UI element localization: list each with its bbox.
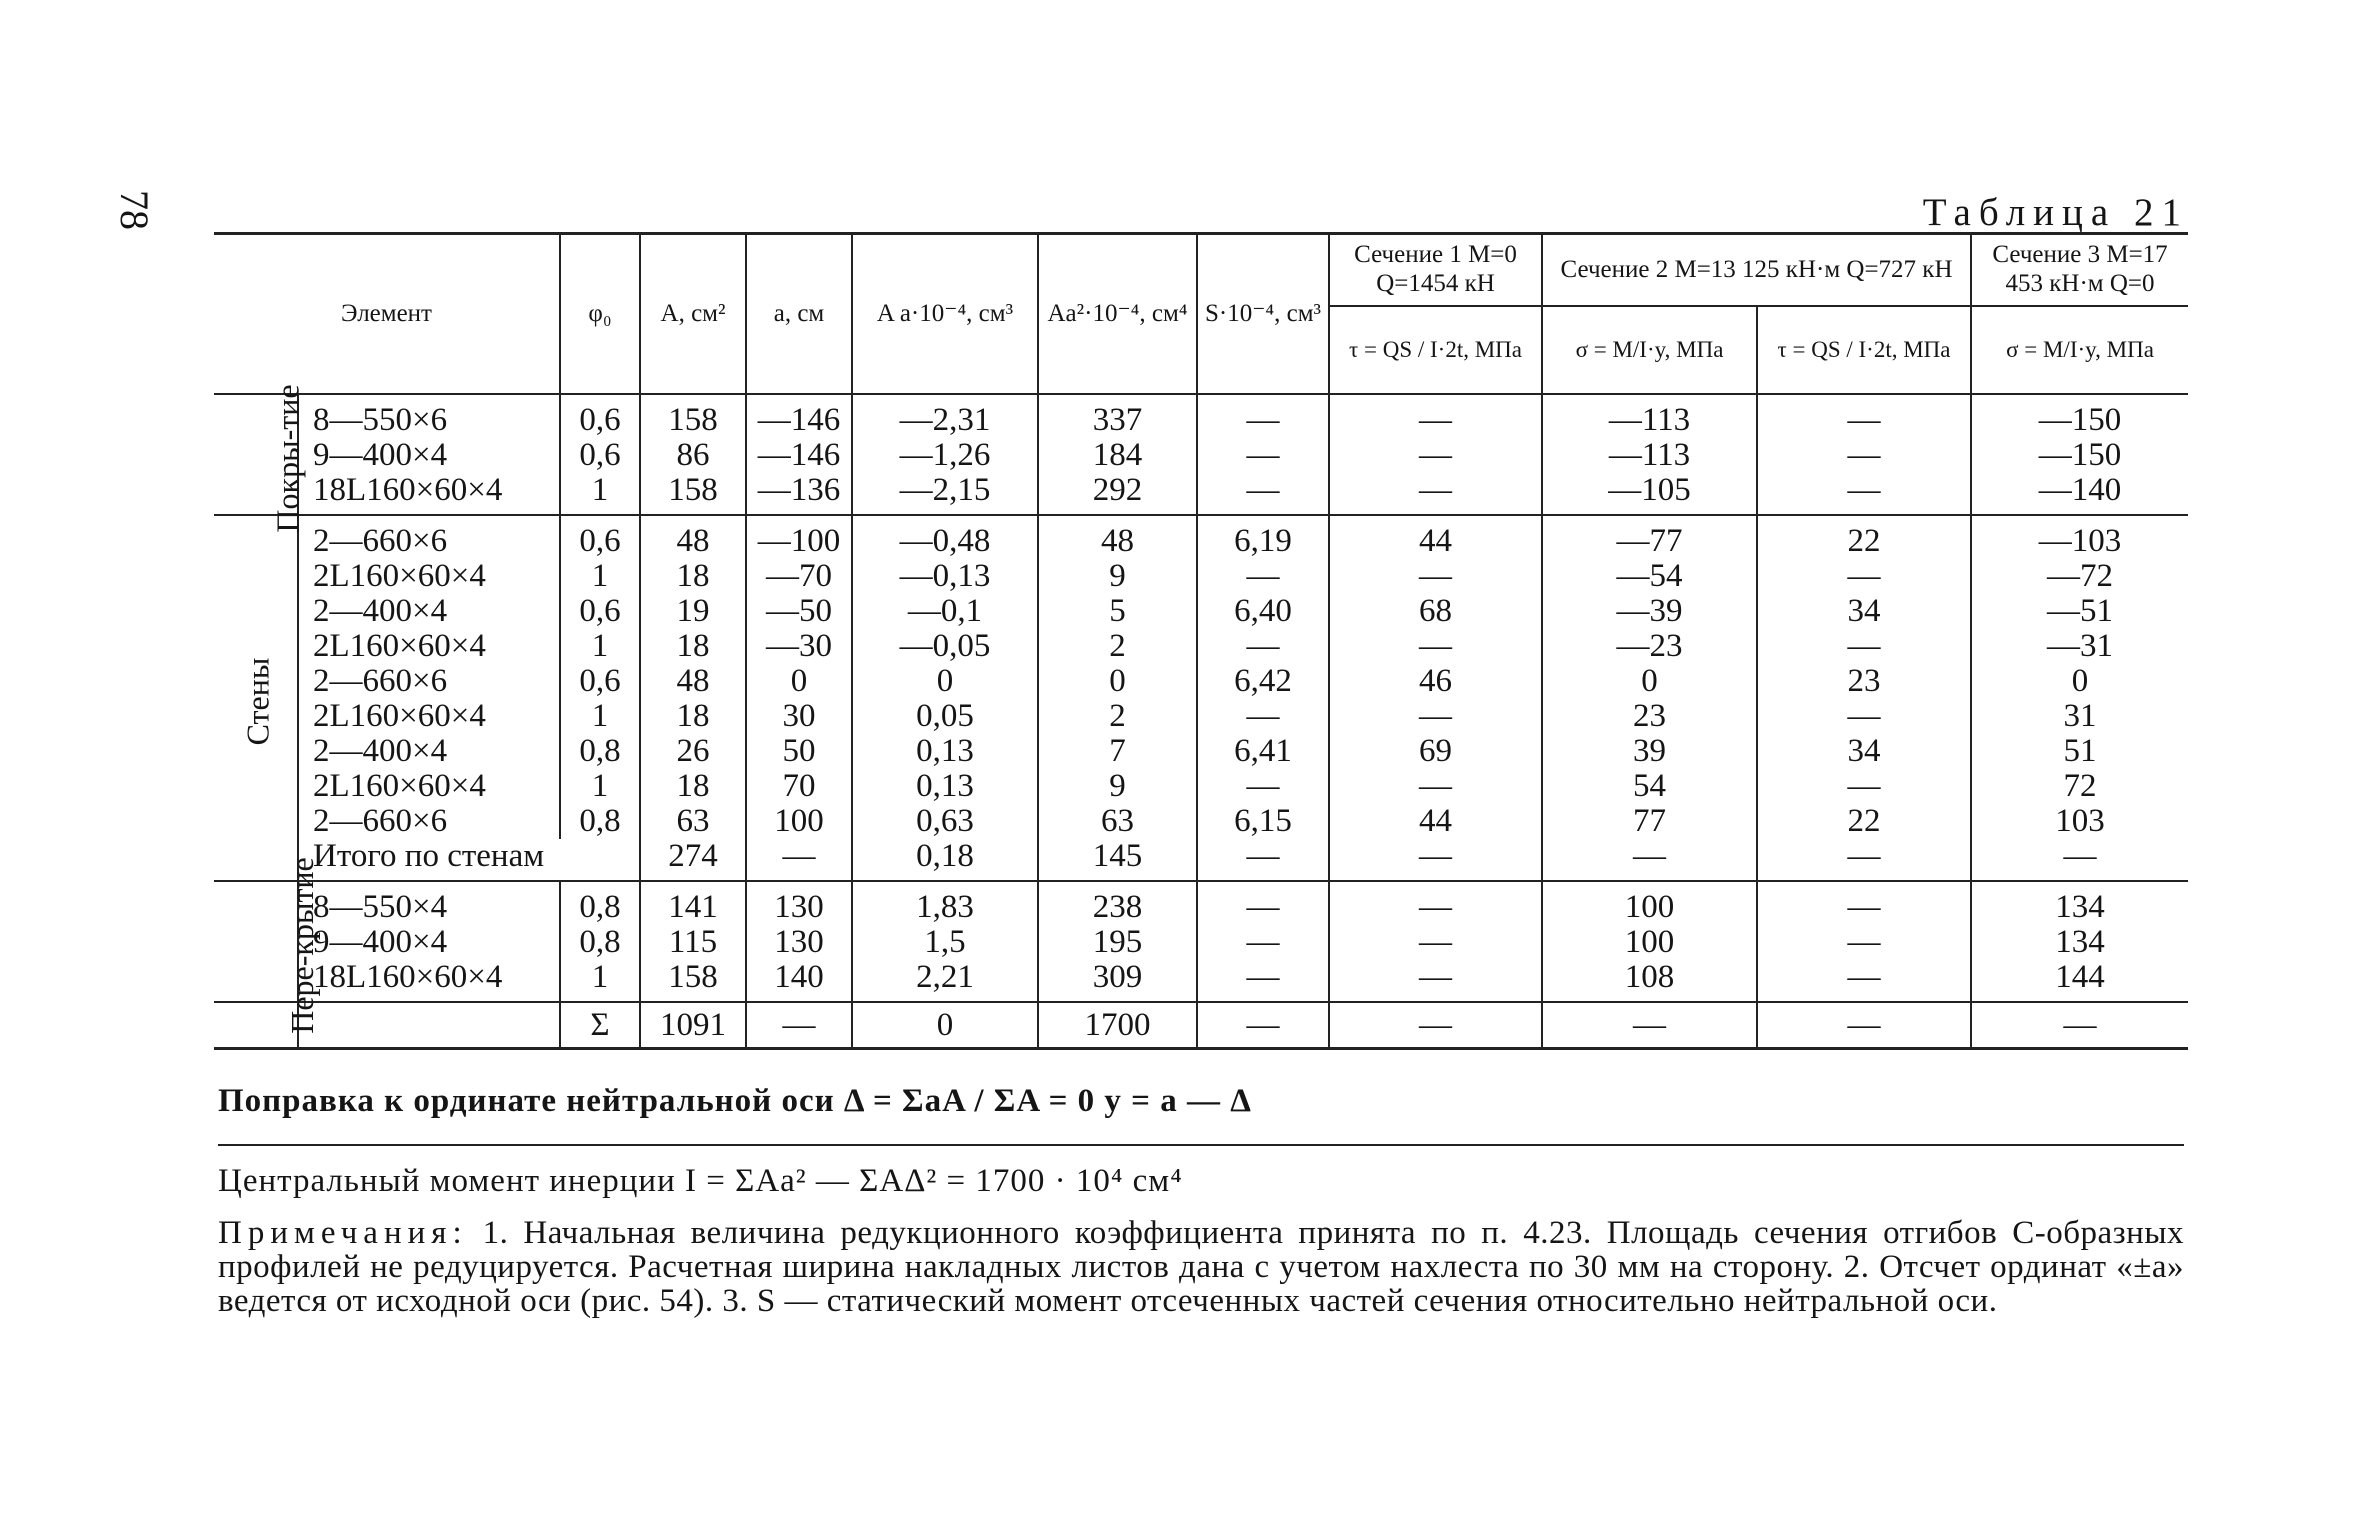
aa-value: 1,5 [852, 925, 1038, 960]
sigma-2-value: 77 [1542, 804, 1757, 839]
table-row [214, 699, 2188, 734]
element-name: 2—400×4 [313, 593, 448, 629]
sigma-2-value: 39 [1542, 734, 1757, 769]
sigma-2-value: — [1542, 839, 1757, 881]
sigma-3-value: —51 [1971, 594, 2188, 629]
notes-section [218, 1058, 2184, 1318]
group-label-text: Стены [239, 657, 276, 746]
area-value: 158 [640, 394, 746, 438]
element-name: 2—660×6 [313, 663, 448, 699]
aa2-value: 2 [1038, 629, 1197, 664]
a-value: 70 [746, 769, 852, 804]
sigma-3-value: 134 [1971, 881, 2188, 925]
area-value: 18 [640, 699, 746, 734]
sigma-3-value: 103 [1971, 804, 2188, 839]
sigma-3-value: —140 [1971, 473, 2188, 515]
sum-empty-cell [298, 1002, 560, 1049]
phi-value: 0,8 [560, 925, 640, 960]
phi-value: 0,8 [560, 734, 640, 769]
remarks-label: Примечания: [218, 1215, 468, 1251]
sigma-3-value: 72 [1971, 769, 2188, 804]
table-row [214, 664, 2188, 699]
table-row [214, 769, 2188, 804]
sum-sigma-3: — [1971, 1002, 2188, 1049]
sum-symbol: Σ [560, 1002, 640, 1049]
sigma-2-value: 54 [1542, 769, 1757, 804]
group-label-text: Пере-крытие [283, 856, 320, 1034]
remarks-text: 1. Начальная величина редукционного коэффициента принята по п. 4.23. Площадь сечения отгибов С-образных профилей не редуцируется. Расчетная ширина накладных листов дана с учетом нахлеста по 30 мм на сторону. 2. Отсчет ординат «±a» ведется от исходной оси (рис. 54). 3. S — статический момент отсеченных частей сечения относительно нейтральной оси. [218, 1215, 2184, 1319]
s-value: 6,15 [1197, 804, 1329, 839]
tau-1-value: — [1329, 881, 1542, 925]
sum-row [214, 1002, 2188, 1049]
header-element: Элемент [214, 234, 560, 395]
tau-1-value: — [1329, 839, 1542, 881]
header-area: A, см² [640, 234, 746, 395]
sum-s: — [1197, 1002, 1329, 1049]
aa-value: 1,83 [852, 881, 1038, 925]
table-title: Таблица 21 [1922, 191, 2189, 234]
phi-value: 1 [560, 769, 640, 804]
sigma-3-value: 51 [1971, 734, 2188, 769]
sigma-2-value: 23 [1542, 699, 1757, 734]
aa-value: 0,63 [852, 804, 1038, 839]
moment-of-inertia: Центральный момент инерции I = ΣAa² — ΣAΔ² = 1700 · 10⁴ см⁴ [218, 1163, 1183, 1199]
element-name: 2L160×60×4 [313, 558, 486, 594]
area-value: 18 [640, 769, 746, 804]
phi-value: 1 [560, 473, 640, 515]
element-name: 2—400×4 [313, 733, 448, 769]
sum-sigma-2: — [1542, 1002, 1757, 1049]
tau-1-value: — [1329, 699, 1542, 734]
sigma-3-value: 0 [1971, 664, 2188, 699]
tau-1-value: — [1329, 394, 1542, 438]
aa2-value: 238 [1038, 881, 1197, 925]
tau-2-value: 34 [1757, 734, 1971, 769]
area-value: 158 [640, 473, 746, 515]
sigma-2-value: 108 [1542, 960, 1757, 1002]
table-row [214, 438, 2188, 473]
page-number: 78 [112, 190, 157, 230]
data-table [214, 232, 2188, 1050]
neutral-axis-correction: Поправка к ординате нейтральной оси Δ = ΣaA / ΣA = 0 y = a — Δ [218, 1058, 2184, 1146]
a-value: 0 [746, 664, 852, 699]
aa-value: 0,13 [852, 734, 1038, 769]
data-table-container [214, 232, 2188, 1050]
sigma-2-value: —105 [1542, 473, 1757, 515]
element-name: 18L160×60×4 [298, 473, 560, 515]
tau-1-value: — [1329, 925, 1542, 960]
remarks [218, 1198, 2184, 1318]
aa2-value: 9 [1038, 769, 1197, 804]
a-value: —70 [746, 559, 852, 594]
aa2-value: 309 [1038, 960, 1197, 1002]
a-value: —100 [746, 515, 852, 559]
aa2-value: 292 [1038, 473, 1197, 515]
table-row [214, 734, 2188, 769]
aa-value: —0,13 [852, 559, 1038, 594]
tau-1-value: 69 [1329, 734, 1542, 769]
tau-1-value: — [1329, 769, 1542, 804]
tau-2-value: — [1757, 473, 1971, 515]
sigma-3-value: — [1971, 839, 2188, 881]
header-a: a, см [746, 234, 852, 395]
element-name: 8—550×6 [313, 402, 448, 438]
tau-2-value: 22 [1757, 515, 1971, 559]
sigma-2-value: —113 [1542, 394, 1757, 438]
table-row [214, 594, 2188, 629]
sigma-2-value: —54 [1542, 559, 1757, 594]
sum-area: 1091 [640, 1002, 746, 1049]
aa2-value: 145 [1038, 839, 1197, 881]
phi-value: 1 [560, 559, 640, 594]
s-value: 6,40 [1197, 594, 1329, 629]
sigma-2-value: —23 [1542, 629, 1757, 664]
a-value: 50 [746, 734, 852, 769]
phi-value: 0,6 [560, 664, 640, 699]
phi-value: 0,6 [560, 394, 640, 438]
tau-2-value: — [1757, 769, 1971, 804]
aa2-value: 2 [1038, 699, 1197, 734]
aa-value: —0,1 [852, 594, 1038, 629]
phi-value: 1 [560, 699, 640, 734]
aa-value: 0,18 [852, 839, 1038, 881]
phi-value: 0,8 [560, 804, 640, 839]
tau-2-value: — [1757, 881, 1971, 925]
aa-value: —2,31 [852, 394, 1038, 438]
sigma-3-value: —103 [1971, 515, 2188, 559]
tau-1-value: 46 [1329, 664, 1542, 699]
sigma-3-value: 134 [1971, 925, 2188, 960]
element-name: 9—400×4 [313, 924, 448, 960]
tau-2-value: — [1757, 629, 1971, 664]
tau-2-value: 22 [1757, 804, 1971, 839]
table-row [214, 960, 2188, 1002]
sigma-2-value: 100 [1542, 881, 1757, 925]
group-label-text: Покры-тие [269, 383, 306, 533]
s-value: 6,41 [1197, 734, 1329, 769]
tau-2-value: — [1757, 925, 1971, 960]
aa-value: 0,13 [852, 769, 1038, 804]
area-value: 63 [640, 804, 746, 839]
table-row [214, 559, 2188, 594]
sum-a: — [746, 1002, 852, 1049]
header-section-3: Сечение 3 M=17 453 кН·м Q=0 [1971, 234, 2188, 307]
area-value: 26 [640, 734, 746, 769]
aa2-value: 184 [1038, 438, 1197, 473]
tau-1-value: 44 [1329, 515, 1542, 559]
area-value: 141 [640, 881, 746, 925]
tau-1-value: — [1329, 559, 1542, 594]
header-section-1: Сечение 1 M=0 Q=1454 кН [1329, 234, 1542, 307]
a-value: 30 [746, 699, 852, 734]
group-label [214, 515, 298, 881]
element-name: 9—400×4 [313, 437, 448, 473]
table-row [214, 473, 2188, 515]
phi-value: 0,6 [560, 594, 640, 629]
tau-1-value: — [1329, 629, 1542, 664]
tau-2-value: 34 [1757, 594, 1971, 629]
aa2-value: 63 [1038, 804, 1197, 839]
a-value: —50 [746, 594, 852, 629]
phi-value: 0,6 [560, 438, 640, 473]
aa2-value: 5 [1038, 594, 1197, 629]
s-value: — [1197, 699, 1329, 734]
aa2-value: 9 [1038, 559, 1197, 594]
a-value: 130 [746, 881, 852, 925]
header-section-2: Сечение 2 M=13 125 кН·м Q=727 кН [1542, 234, 1971, 307]
area-value: 86 [640, 438, 746, 473]
header-aa2: Aa²·10⁻⁴, см⁴ [1038, 234, 1197, 395]
tau-2-value: — [1757, 960, 1971, 1002]
aa-value: —1,26 [852, 438, 1038, 473]
header-tau-1: τ = QS / I·2t, МПа [1329, 306, 1542, 394]
table-row [214, 925, 2188, 960]
s-value: — [1197, 925, 1329, 960]
table-row [214, 804, 2188, 839]
element-name: 2—660×6 [313, 803, 448, 839]
area-value: 115 [640, 925, 746, 960]
area-value: 274 [640, 839, 746, 881]
phi-value: 1 [560, 960, 640, 1002]
tau-1-value: 44 [1329, 804, 1542, 839]
a-value: — [746, 839, 852, 881]
header-sigma-3: σ = M/I·y, МПа [1971, 306, 2188, 394]
a-value: —136 [746, 473, 852, 515]
tau-2-value: — [1757, 839, 1971, 881]
element-name: 2L160×60×4 [313, 628, 486, 664]
s-value: — [1197, 438, 1329, 473]
sum-tau-2: — [1757, 1002, 1971, 1049]
table-row [214, 629, 2188, 664]
tau-2-value: — [1757, 559, 1971, 594]
s-value: — [1197, 769, 1329, 804]
sum-aa: 0 [852, 1002, 1038, 1049]
phi-value: 0,6 [560, 515, 640, 559]
sigma-3-value: —31 [1971, 629, 2188, 664]
tau-1-value: — [1329, 960, 1542, 1002]
a-value: —146 [746, 394, 852, 438]
s-value: — [1197, 629, 1329, 664]
sigma-3-value: —72 [1971, 559, 2188, 594]
phi-value: 1 [560, 629, 640, 664]
sum-aa2: 1700 [1038, 1002, 1197, 1049]
sigma-3-value: 31 [1971, 699, 2188, 734]
a-value: 100 [746, 804, 852, 839]
header-sigma-2: σ = M/I·y, МПа [1542, 306, 1757, 394]
s-value: 6,42 [1197, 664, 1329, 699]
table-row [214, 394, 2188, 438]
sigma-2-value: 0 [1542, 664, 1757, 699]
s-value: — [1197, 473, 1329, 515]
element-name: Итого по стенам [298, 839, 640, 881]
sigma-2-value: —113 [1542, 438, 1757, 473]
aa2-value: 337 [1038, 394, 1197, 438]
tau-2-value: — [1757, 394, 1971, 438]
aa2-value: 48 [1038, 515, 1197, 559]
sigma-2-value: 100 [1542, 925, 1757, 960]
s-value: — [1197, 960, 1329, 1002]
aa2-value: 7 [1038, 734, 1197, 769]
header-phi: φ₀ [560, 234, 640, 395]
area-value: 158 [640, 960, 746, 1002]
aa-value: 0 [852, 664, 1038, 699]
aa-value: 2,21 [852, 960, 1038, 1002]
element-name: 2—660×6 [313, 523, 448, 559]
s-value: — [1197, 839, 1329, 881]
a-value: —30 [746, 629, 852, 664]
aa-value: —0,05 [852, 629, 1038, 664]
a-value: —146 [746, 438, 852, 473]
sigma-3-value: —150 [1971, 438, 2188, 473]
table-row [214, 839, 2188, 881]
s-value: — [1197, 559, 1329, 594]
tau-1-value: 68 [1329, 594, 1542, 629]
sigma-3-value: 144 [1971, 960, 2188, 1002]
aa2-value: 0 [1038, 664, 1197, 699]
element-name: 2L160×60×4 [313, 698, 486, 734]
area-value: 18 [640, 629, 746, 664]
aa-value: —2,15 [852, 473, 1038, 515]
phi-value: 0,8 [560, 881, 640, 925]
tau-2-value: 23 [1757, 664, 1971, 699]
aa2-value: 195 [1038, 925, 1197, 960]
a-value: 130 [746, 925, 852, 960]
aa-value: —0,48 [852, 515, 1038, 559]
group-label [214, 856, 320, 1034]
group-label [214, 383, 306, 533]
tau-1-value: — [1329, 438, 1542, 473]
table-row [214, 515, 2188, 559]
tau-2-value: — [1757, 699, 1971, 734]
area-value: 18 [640, 559, 746, 594]
sigma-3-value: —150 [1971, 394, 2188, 438]
table-row [214, 881, 2188, 925]
tau-1-value: — [1329, 473, 1542, 515]
element-name: 18L160×60×4 [298, 960, 560, 1002]
s-value: — [1197, 394, 1329, 438]
element-name: 8—550×4 [313, 889, 448, 925]
header-tau-2: τ = QS / I·2t, МПа [1757, 306, 1971, 394]
s-value: — [1197, 881, 1329, 925]
table-body [214, 383, 2188, 1049]
area-value: 19 [640, 594, 746, 629]
sum-tau-1: — [1329, 1002, 1542, 1049]
sigma-2-value: —39 [1542, 594, 1757, 629]
area-value: 48 [640, 664, 746, 699]
s-value: 6,19 [1197, 515, 1329, 559]
tau-2-value: — [1757, 438, 1971, 473]
a-value: 140 [746, 960, 852, 1002]
element-name: 2L160×60×4 [313, 768, 486, 804]
aa-value: 0,05 [852, 699, 1038, 734]
sigma-2-value: —77 [1542, 515, 1757, 559]
header-aa: A a·10⁻⁴, см³ [852, 234, 1038, 395]
header-s: S·10⁻⁴, см³ [1197, 234, 1329, 395]
area-value: 48 [640, 515, 746, 559]
